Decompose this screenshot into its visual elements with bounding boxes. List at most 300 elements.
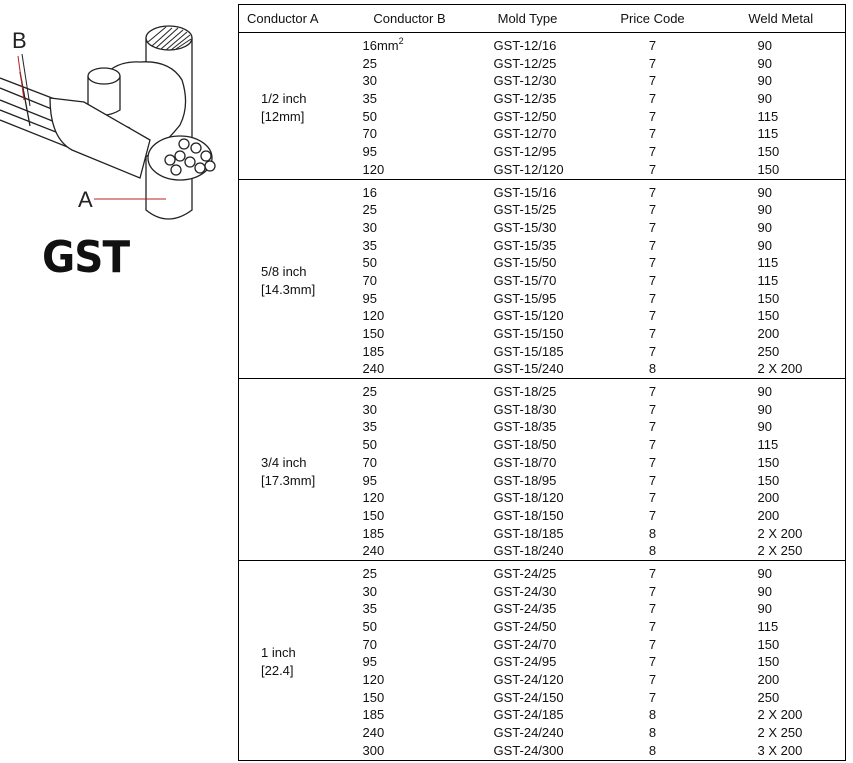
mold-type-cell-value: GST-18/150	[493, 507, 564, 523]
conductor-b-cell	[353, 360, 467, 378]
price-code-cell	[589, 542, 717, 560]
label-a: A	[78, 187, 93, 212]
weld-metal-cell-value: 150	[757, 472, 780, 488]
conductor-b-cell	[353, 489, 467, 507]
price-code-cell-value: 7	[648, 437, 657, 453]
mold-type-cell	[467, 560, 589, 582]
weld-metal-cell-value: 250	[757, 689, 780, 705]
conductor-b-cell-value: 150	[362, 689, 385, 705]
price-code-cell-value: 7	[648, 636, 657, 652]
mold-type-cell-value: GST-24/185	[493, 707, 564, 723]
price-code-cell-value: 7	[648, 689, 657, 705]
conductor-b-cell-value: 95	[362, 144, 377, 160]
conductor-b-cell-value: 50	[362, 108, 377, 124]
price-code-cell-value: 7	[648, 326, 657, 341]
conductor-b-cell	[353, 600, 467, 618]
price-code-cell	[589, 90, 717, 108]
conductor-b-cell	[353, 143, 467, 161]
price-code-cell	[589, 671, 717, 689]
weld-metal-cell	[717, 33, 846, 55]
table-row	[239, 33, 846, 55]
mold-type-cell-value: GST-12/70	[493, 126, 557, 142]
mold-type-cell	[467, 525, 589, 543]
mold-type-cell	[467, 454, 589, 472]
conductor-b-cell	[353, 618, 467, 636]
conductor-b-cell-value: 35	[362, 237, 377, 253]
weld-metal-cell-value: 3 X 200	[757, 742, 803, 758]
weld-metal-cell	[717, 636, 846, 654]
mold-type-cell	[467, 125, 589, 143]
weld-metal-cell-value: 115	[757, 619, 779, 634]
price-code-cell	[589, 108, 717, 126]
mold-type-cell-value: GST-12/25	[493, 55, 557, 71]
conductor-a-inch: 5/8 inch	[261, 263, 307, 279]
price-code-cell	[589, 254, 717, 272]
weld-metal-cell	[717, 325, 846, 343]
conductor-b-cell-value: 35	[362, 419, 377, 435]
mold-type-cell-value: GST-18/70	[493, 454, 557, 470]
conductor-b-cell	[353, 108, 467, 126]
conductor-group	[239, 179, 846, 379]
conductor-b-cell	[353, 560, 467, 582]
weld-metal-cell-value: 150	[757, 636, 780, 652]
mold-type-cell	[467, 55, 589, 73]
price-code-cell-value: 8	[648, 543, 657, 559]
unit-mm: mm	[376, 38, 399, 53]
weld-metal-cell	[717, 472, 846, 490]
price-code-cell-value: 8	[648, 742, 657, 758]
price-code-cell	[589, 472, 717, 490]
price-code-cell-value: 7	[648, 184, 657, 200]
conductor-b-cell-value: 25	[362, 384, 377, 400]
price-code-cell	[589, 418, 717, 436]
conductor-b-cell	[353, 525, 467, 543]
conductor-b-cell	[353, 55, 467, 73]
price-code-cell-value: 7	[648, 219, 657, 235]
conductor-b-cell	[353, 583, 467, 601]
mold-type-cell	[467, 618, 589, 636]
mold-type-cell-value: GST-12/30	[493, 73, 557, 89]
mold-type-cell	[467, 33, 589, 55]
conductor-b-cell-value: 70	[362, 126, 377, 142]
conductor-b-cell-value: 70	[362, 272, 377, 288]
mold-type-cell	[467, 343, 589, 361]
weld-metal-cell	[717, 343, 846, 361]
price-code-cell	[589, 343, 717, 361]
conductor-b-cell	[353, 125, 467, 143]
price-code-cell	[589, 618, 717, 636]
weld-metal-cell-value: 150	[757, 454, 780, 470]
mold-type-cell	[467, 542, 589, 560]
price-code-cell-value: 7	[648, 91, 657, 107]
weld-metal-cell-value: 150	[757, 654, 780, 670]
weld-metal-cell-value: 2 X 250	[757, 543, 803, 559]
weld-metal-cell	[717, 507, 846, 525]
price-code-cell-value: 7	[648, 401, 657, 417]
price-code-cell-value: 8	[648, 361, 657, 377]
price-code-cell-value: 7	[648, 454, 657, 470]
weld-metal-cell	[717, 742, 846, 760]
conductor-b-cell	[353, 689, 467, 707]
conductor-b-cell-value: 50	[362, 255, 377, 271]
price-code-cell-value: 7	[648, 126, 657, 142]
header-weld-metal: Weld Metal	[717, 5, 846, 33]
mold-type-cell-value: GST-15/50	[493, 255, 557, 271]
price-code-cell-value: 8	[648, 725, 657, 741]
price-code-cell-value: 7	[648, 55, 657, 71]
mold-type-cell	[467, 636, 589, 654]
conductor-b-cell	[353, 636, 467, 654]
conductor-b-cell	[353, 653, 467, 671]
weld-metal-cell	[717, 583, 846, 601]
mold-type-cell	[467, 724, 589, 742]
weld-metal-cell	[717, 706, 846, 724]
weld-metal-cell-value: 90	[757, 38, 772, 53]
price-code-cell	[589, 219, 717, 237]
mold-type-cell	[467, 706, 589, 724]
price-code-cell	[589, 454, 717, 472]
weld-metal-cell-value: 115	[757, 437, 779, 453]
weld-metal-cell	[717, 290, 846, 308]
weld-metal-cell-value: 90	[757, 401, 772, 417]
conductor-b-cell	[353, 307, 467, 325]
conductor-b-cell-value: 95	[362, 472, 377, 488]
price-code-cell-value: 7	[648, 73, 657, 89]
mold-type-cell-value: GST-18/240	[493, 543, 564, 559]
weld-metal-cell-value: 200	[757, 672, 780, 688]
conductor-a-mm: [22.4]	[261, 663, 294, 679]
mold-type-cell-value: GST-15/70	[493, 272, 557, 288]
mold-type-cell	[467, 742, 589, 760]
conductor-b-cell-value: 70	[362, 636, 377, 652]
mold-type-cell	[467, 290, 589, 308]
conductor-b-cell-value: 240	[362, 361, 385, 377]
conductor-b-cell-value: 120	[362, 308, 385, 324]
mold-type-cell-value: GST-15/35	[493, 237, 557, 253]
price-code-cell	[589, 525, 717, 543]
conductor-a-size	[239, 33, 353, 180]
mold-type-cell	[467, 219, 589, 237]
weld-metal-cell	[717, 454, 846, 472]
mold-type-cell	[467, 179, 589, 201]
price-code-cell	[589, 33, 717, 55]
weld-metal-cell	[717, 525, 846, 543]
conductor-b-cell	[353, 472, 467, 490]
price-code-cell-value: 7	[648, 507, 657, 523]
mold-type-cell	[467, 507, 589, 525]
weld-metal-cell	[717, 307, 846, 325]
conductor-b-cell	[353, 272, 467, 290]
conductor-a-mm: [12mm]	[261, 108, 305, 124]
mold-type-cell	[467, 418, 589, 436]
mold-type-cell-value: GST-24/240	[493, 725, 564, 741]
conductor-a-inch: 1 inch	[261, 645, 296, 661]
weld-metal-cell	[717, 90, 846, 108]
weld-metal-cell-value: 90	[757, 219, 772, 235]
conductor-a-mm: [14.3mm]	[261, 281, 316, 297]
price-code-cell	[589, 290, 717, 308]
price-code-cell	[589, 489, 717, 507]
mold-type-cell	[467, 325, 589, 343]
mold-type-cell	[467, 379, 589, 401]
conductor-b-cell-value: 30	[362, 401, 377, 417]
conductor-b-cell	[353, 237, 467, 255]
conductor-b-cell	[353, 72, 467, 90]
price-code-cell	[589, 125, 717, 143]
conductor-b-cell	[353, 325, 467, 343]
conductor-a-size	[239, 560, 353, 760]
table-row	[239, 179, 846, 201]
price-code-cell-value: 7	[648, 237, 657, 253]
mold-type-cell-value: GST-18/50	[493, 437, 557, 453]
weld-metal-cell-value: 90	[757, 384, 772, 400]
conductor-b-cell-value: 120	[362, 161, 385, 177]
price-code-cell	[589, 161, 717, 179]
mold-type-cell-value: GST-24/50	[493, 619, 557, 634]
conductor-b-cell	[353, 507, 467, 525]
conductor-a-mm: [17.3mm]	[261, 472, 316, 488]
weld-metal-cell-value: 2 X 250	[757, 725, 803, 741]
conductor-b-cell	[353, 379, 467, 401]
weld-metal-cell	[717, 201, 846, 219]
price-code-cell	[589, 436, 717, 454]
weld-metal-cell	[717, 401, 846, 419]
price-code-cell	[589, 600, 717, 618]
weld-metal-cell	[717, 272, 846, 290]
price-code-cell	[589, 179, 717, 201]
weld-metal-cell	[717, 689, 846, 707]
mold-type-cell-value: GST-12/50	[493, 108, 557, 124]
conductor-b-cell-value: 30	[362, 219, 377, 235]
weld-metal-cell	[717, 237, 846, 255]
price-code-cell-value: 7	[648, 255, 657, 271]
weld-metal-cell	[717, 108, 846, 126]
price-code-cell	[589, 706, 717, 724]
weld-metal-cell-value: 90	[757, 91, 772, 107]
mold-type-cell-value: GST-15/16	[493, 184, 557, 200]
price-code-cell-value: 7	[648, 308, 657, 324]
mold-type-cell-value: GST-15/120	[493, 308, 564, 324]
price-code-cell	[589, 360, 717, 378]
conductor-b-cell-value: 50	[362, 437, 377, 453]
weld-metal-cell-value: 115	[757, 272, 779, 288]
header-mold-type: Mold Type	[467, 5, 589, 33]
table-row	[239, 379, 846, 401]
weld-metal-cell	[717, 360, 846, 378]
price-code-cell	[589, 72, 717, 90]
conductor-b-cell	[353, 161, 467, 179]
mold-type-cell-value: GST-24/70	[493, 636, 557, 652]
weld-metal-cell-value: 2 X 200	[757, 707, 803, 723]
price-code-cell-value: 7	[648, 343, 657, 359]
conductor-b-cell	[353, 742, 467, 760]
weld-metal-cell	[717, 379, 846, 401]
conductor-a-inch: 3/4 inch	[261, 454, 307, 470]
mold-type-cell-value: GST-24/95	[493, 654, 557, 670]
mold-type-cell-value: GST-12/95	[493, 144, 557, 160]
mold-type-cell	[467, 307, 589, 325]
spec-table	[238, 4, 846, 761]
weld-metal-cell	[717, 143, 846, 161]
mold-type-cell-value: GST-18/25	[493, 384, 557, 400]
price-code-cell-value: 8	[648, 707, 657, 723]
conductor-a-size	[239, 179, 353, 379]
weld-metal-cell-value: 90	[757, 184, 772, 200]
conductor-b-cell-value: 300	[362, 742, 385, 758]
mold-type-cell-value: GST-15/30	[493, 219, 557, 235]
price-code-cell-value: 7	[648, 384, 657, 400]
conductor-b-cell	[353, 401, 467, 419]
header-conductor-b: Conductor B	[353, 5, 467, 33]
conductor-b-cell	[353, 290, 467, 308]
price-code-cell-value: 7	[648, 272, 657, 288]
conductor-group	[239, 33, 846, 180]
weld-metal-cell	[717, 489, 846, 507]
weld-metal-cell-value: 200	[757, 507, 780, 523]
price-code-cell	[589, 325, 717, 343]
weld-metal-cell	[717, 618, 846, 636]
conductor-b-cell	[353, 706, 467, 724]
conductor-b-cell-value: 150	[362, 326, 385, 341]
conductor-b-cell	[353, 90, 467, 108]
weld-metal-cell	[717, 653, 846, 671]
mold-type-cell-value: GST-18/95	[493, 472, 557, 488]
price-code-cell-value: 7	[648, 161, 657, 177]
conductor-b-cell	[353, 454, 467, 472]
mold-type-cell	[467, 143, 589, 161]
weld-metal-cell	[717, 600, 846, 618]
weld-metal-cell	[717, 219, 846, 237]
weld-metal-cell-value: 150	[757, 161, 780, 177]
weld-metal-cell-value: 150	[757, 290, 780, 306]
conductor-b-cell-value: 95	[362, 654, 377, 670]
price-code-cell-value: 7	[648, 290, 657, 306]
mold-type-cell-value: GST-24/300	[493, 742, 564, 758]
price-code-cell	[589, 237, 717, 255]
conductor-b-cell-value: 16	[362, 38, 377, 53]
mold-type-cell	[467, 583, 589, 601]
mold-type-cell-value: GST-18/185	[493, 525, 564, 541]
price-code-cell	[589, 560, 717, 582]
conductor-b-cell-value: 35	[362, 91, 377, 107]
weld-metal-cell	[717, 436, 846, 454]
price-code-cell	[589, 143, 717, 161]
price-code-cell	[589, 379, 717, 401]
mold-type-cell-value: GST-24/25	[493, 565, 557, 581]
price-code-cell	[589, 201, 717, 219]
conductor-b-cell	[353, 542, 467, 560]
price-code-cell-value: 7	[648, 472, 657, 488]
conductor-b-cell-value: 185	[362, 707, 385, 723]
mold-type-cell	[467, 401, 589, 419]
price-code-cell	[589, 272, 717, 290]
price-code-cell	[589, 724, 717, 742]
price-code-cell	[589, 55, 717, 73]
weld-metal-cell-value: 90	[757, 419, 772, 435]
mold-type-cell-value: GST-12/120	[493, 161, 564, 177]
header-row	[239, 5, 846, 33]
mold-type-cell-value: GST-12/35	[493, 91, 557, 107]
conductor-b-cell-value: 150	[362, 507, 385, 523]
product-title: GST	[42, 232, 130, 283]
weld-metal-cell-value: 200	[757, 490, 780, 506]
weld-metal-cell-value: 115	[757, 108, 779, 124]
mold-type-cell	[467, 436, 589, 454]
price-code-cell-value: 7	[648, 202, 657, 218]
conductor-b-cell-value: 120	[362, 672, 385, 688]
mold-type-cell	[467, 254, 589, 272]
price-code-cell	[589, 636, 717, 654]
mold-type-cell-value: GST-15/185	[493, 343, 564, 359]
price-code-cell	[589, 689, 717, 707]
header-conductor-a: Conductor A	[239, 5, 353, 33]
price-code-cell-value: 7	[648, 565, 657, 581]
mold-type-cell	[467, 161, 589, 179]
conductor-b-cell-value: 185	[362, 343, 385, 359]
price-code-cell-value: 7	[648, 654, 657, 670]
price-code-cell	[589, 307, 717, 325]
price-code-cell	[589, 653, 717, 671]
mold-type-cell-value: GST-15/240	[493, 361, 564, 377]
mold-type-cell-value: GST-15/95	[493, 290, 557, 306]
conductor-b-cell-value: 120	[362, 490, 385, 506]
weld-metal-cell-value: 90	[757, 565, 772, 581]
conductor-b-cell	[353, 179, 467, 201]
price-code-cell	[589, 401, 717, 419]
conductor-b-cell	[353, 201, 467, 219]
weld-metal-cell	[717, 724, 846, 742]
conductor-b-cell	[353, 724, 467, 742]
mold-type-cell	[467, 472, 589, 490]
conductor-b-cell	[353, 436, 467, 454]
mold-type-cell	[467, 272, 589, 290]
conductor-b-cell-value: 70	[362, 454, 377, 470]
price-code-cell	[589, 742, 717, 760]
mold-type-cell	[467, 201, 589, 219]
conductor-b-cell-value: 240	[362, 725, 385, 741]
weld-metal-cell	[717, 179, 846, 201]
price-code-cell-value: 7	[648, 619, 657, 634]
label-b: B	[12, 28, 27, 53]
mold-type-cell-value: GST-12/16	[493, 38, 557, 53]
mold-type-cell	[467, 671, 589, 689]
conductor-a-size	[239, 379, 353, 561]
conductor-b-cell-value: 25	[362, 565, 377, 581]
weld-metal-cell	[717, 418, 846, 436]
mold-type-cell	[467, 489, 589, 507]
weld-metal-cell	[717, 254, 846, 272]
mold-type-cell-value: GST-24/120	[493, 672, 564, 688]
conductor-b-cell	[353, 343, 467, 361]
weld-metal-cell-value: 90	[757, 583, 772, 599]
mold-type-cell	[467, 237, 589, 255]
price-code-cell	[589, 507, 717, 525]
conductor-b-cell	[353, 33, 467, 55]
mold-type-cell	[467, 72, 589, 90]
price-code-cell-value: 7	[648, 144, 657, 160]
weld-metal-cell	[717, 560, 846, 582]
price-code-cell-value: 7	[648, 490, 657, 506]
price-code-cell-value: 7	[648, 419, 657, 435]
conductor-b-cell	[353, 254, 467, 272]
product-illustration	[0, 10, 236, 240]
conductor-b-cell-value: 185	[362, 525, 385, 541]
weld-metal-cell	[717, 542, 846, 560]
conductor-b-cell-value: 25	[362, 202, 377, 218]
conductor-b-cell	[353, 219, 467, 237]
conductor-group	[239, 560, 846, 760]
conductor-b-cell	[353, 671, 467, 689]
